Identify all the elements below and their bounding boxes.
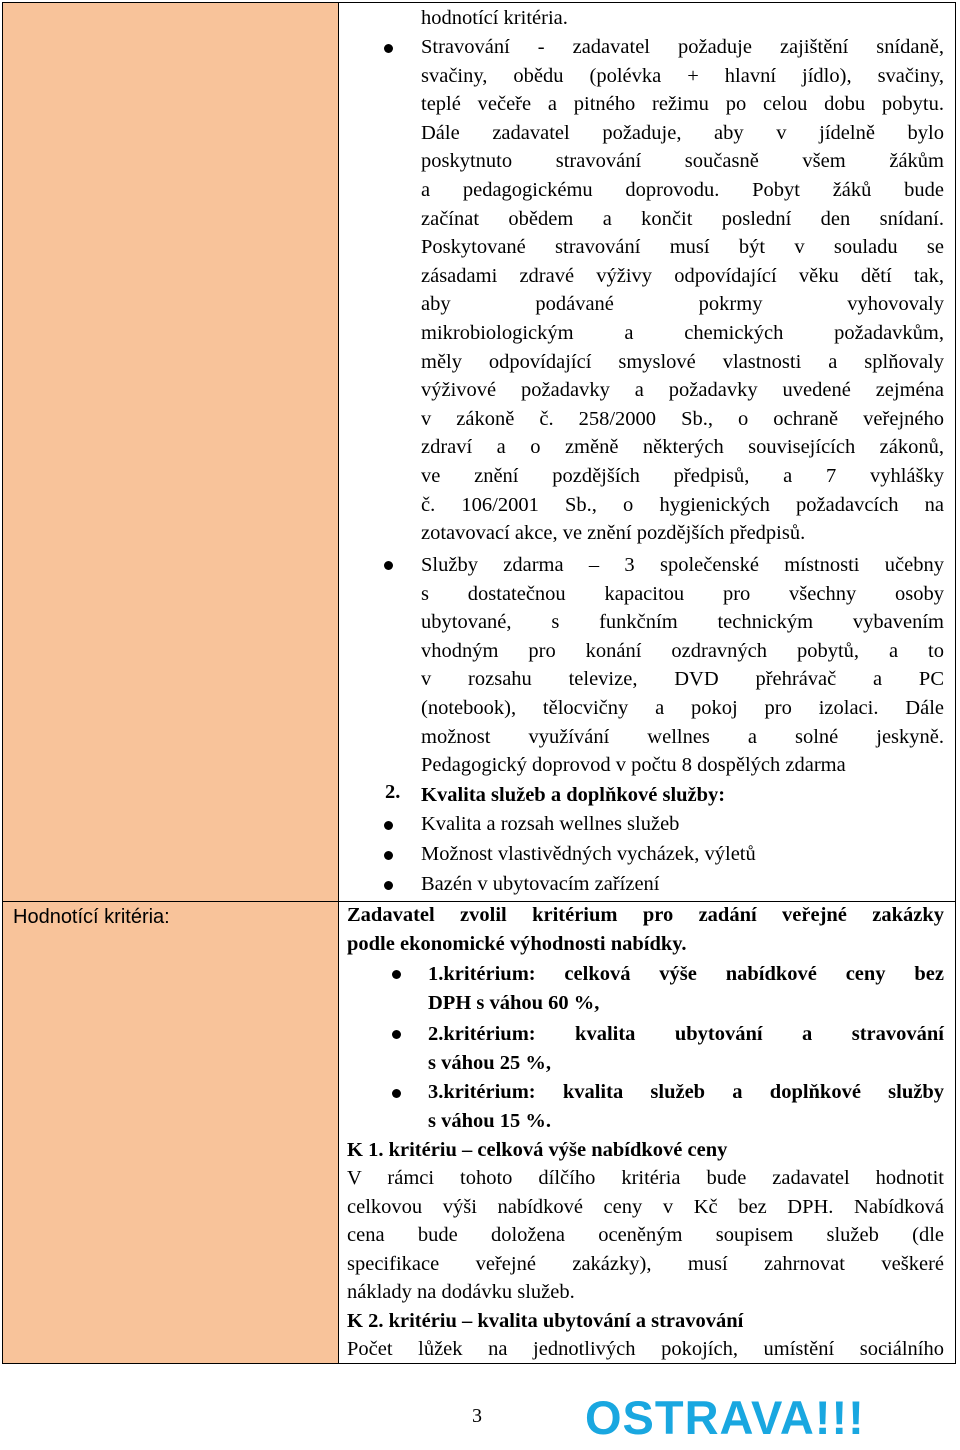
- text-line: možnost využívání wellnes a solné jeskyně.: [421, 725, 944, 748]
- text-line: Služby zdarma – 3 společenské místnosti učebny: [421, 554, 944, 576]
- list-item: Kvalita a rozsah wellnes služeb: [421, 813, 680, 835]
- criterion-2-line: 2.kritérium: kvalita ubytování a stravování: [428, 1023, 944, 1045]
- bullet-icon: [392, 1030, 401, 1039]
- text-line: hodnotící kritéria.: [421, 7, 568, 29]
- bullet-icon: [384, 881, 393, 890]
- text-line: ubytované, s funkčním technickým vybavením: [421, 611, 944, 634]
- intro-line: podle ekonomické výhodnosti nabídky.: [347, 933, 687, 955]
- text-line: ve znění pozdějších předpisů, a 7 vyhlášky: [421, 465, 944, 487]
- bullet-icon: [384, 561, 393, 570]
- bullet-icon: [384, 44, 393, 53]
- criterion-3-line: 3.kritérium: kvalita služeb a doplňkové služby: [428, 1081, 944, 1103]
- text-line: Poskytované stravování musí být v souladu se: [421, 236, 944, 259]
- criterion-2-weight: s váhou 25 %,: [428, 1052, 552, 1074]
- text-line: V rámci tohoto dílčího kritéria bude zadavatel hodnotit: [347, 1167, 944, 1189]
- label-column: [3, 3, 339, 1363]
- text-line: zásadami zdravé výživy odpovídající věku dětí tak,: [421, 264, 944, 287]
- text-line: zdraví a o změně některých souvisejících zákonů,: [421, 436, 944, 459]
- text-line: Stravování - zadavatel požaduje zajištění snídaně,: [421, 36, 944, 58]
- list-item: Bazén v ubytovacím zařízení: [421, 873, 660, 895]
- k2-heading: K 2. kritériu – kvalita ubytování a stravování: [347, 1310, 744, 1332]
- text-line: č. 106/2001 Sb., o hygienických požadavcích na: [421, 493, 944, 516]
- text-line: svačiny, obědu (polévka + hlavní jídlo), svačiny,: [421, 64, 944, 87]
- text-line: aby podávané pokrmy vyhovovaly: [421, 293, 944, 316]
- text-line: a pedagogickému doprovodu. Pobyt žáků bude: [421, 179, 944, 201]
- bullet-icon: [392, 1089, 401, 1098]
- text-line: zotavovací akce, ve znění pozdějších předpisů.: [421, 522, 806, 545]
- text-line: specifikace veřejné zakázky), musí zahrnovat veškeré: [347, 1252, 944, 1275]
- text-line: Pedagogický doprovod v počtu 8 dospělých zdarma: [421, 754, 846, 777]
- k1-heading: K 1. kritériu – celková výše nabídkové ceny: [347, 1139, 728, 1161]
- bullet-icon: [392, 970, 401, 979]
- text-line: v zákoně č. 258/2000 Sb., o ochraně veřejného: [421, 407, 944, 430]
- text-line: vhodným pro konání ozdravných pobytů, a to: [421, 639, 944, 662]
- bullet-icon: [384, 821, 393, 830]
- list-item: Možnost vlastivědných vycházek, výletů: [421, 843, 756, 865]
- bullet-icon: [384, 851, 393, 860]
- ostrava-logo: OSTRAVA!!!: [585, 1391, 865, 1444]
- k2-text-line: Počet lůžek na jednotlivých pokojích, umístění sociálního: [347, 1338, 944, 1360]
- text-line: mikrobiologickým a chemických požadavkům,: [421, 322, 944, 344]
- text-line: (notebook), tělocvičny a pokoj pro izolaci. Dále: [421, 697, 944, 719]
- text-line: celkovou výši nabídkové ceny v Kč bez DPH. Nabídková: [347, 1195, 944, 1218]
- text-line: s dostatečnou kapacitou pro všechny osoby: [421, 582, 944, 605]
- intro-line: Zadavatel zvolil kritérium pro zadání veřejné zakázky: [347, 904, 944, 926]
- criterion-1-line: 1.kritérium: celková výše nabídkové ceny bez: [428, 963, 944, 985]
- section-title: Kvalita služeb a doplňkové služby:: [421, 784, 726, 806]
- text-line: teplé večeře a pitného režimu po celou dobu pobytu.: [421, 93, 944, 116]
- page-number: 3: [472, 1405, 482, 1427]
- section-number: 2.: [385, 781, 401, 803]
- text-line: cena bude doložena oceněným soupisem služeb (dle: [347, 1224, 944, 1247]
- text-line: v rozsahu televize, DVD přehrávač a PC: [421, 668, 944, 691]
- criterion-1-weight: DPH s váhou 60 %,: [428, 992, 600, 1014]
- text-line: výživové požadavky a požadavky uvedené zejména: [421, 379, 944, 402]
- text-line: náklady na dodávku služeb.: [347, 1281, 575, 1304]
- row-label-hodnotici-kriteria: Hodnotící kritéria:: [13, 906, 170, 928]
- text-line: začínat obědem a končit poslední den snídaní.: [421, 207, 944, 230]
- text-line: poskytnuto stravování současně všem žákům: [421, 150, 944, 173]
- text-line: měly odpovídající smyslové vlastnosti a splňovaly: [421, 350, 944, 373]
- criterion-3-weight: s váhou 15 %.: [428, 1110, 552, 1132]
- text-line: Dále zadavatel požaduje, aby v jídelně bylo: [421, 121, 944, 144]
